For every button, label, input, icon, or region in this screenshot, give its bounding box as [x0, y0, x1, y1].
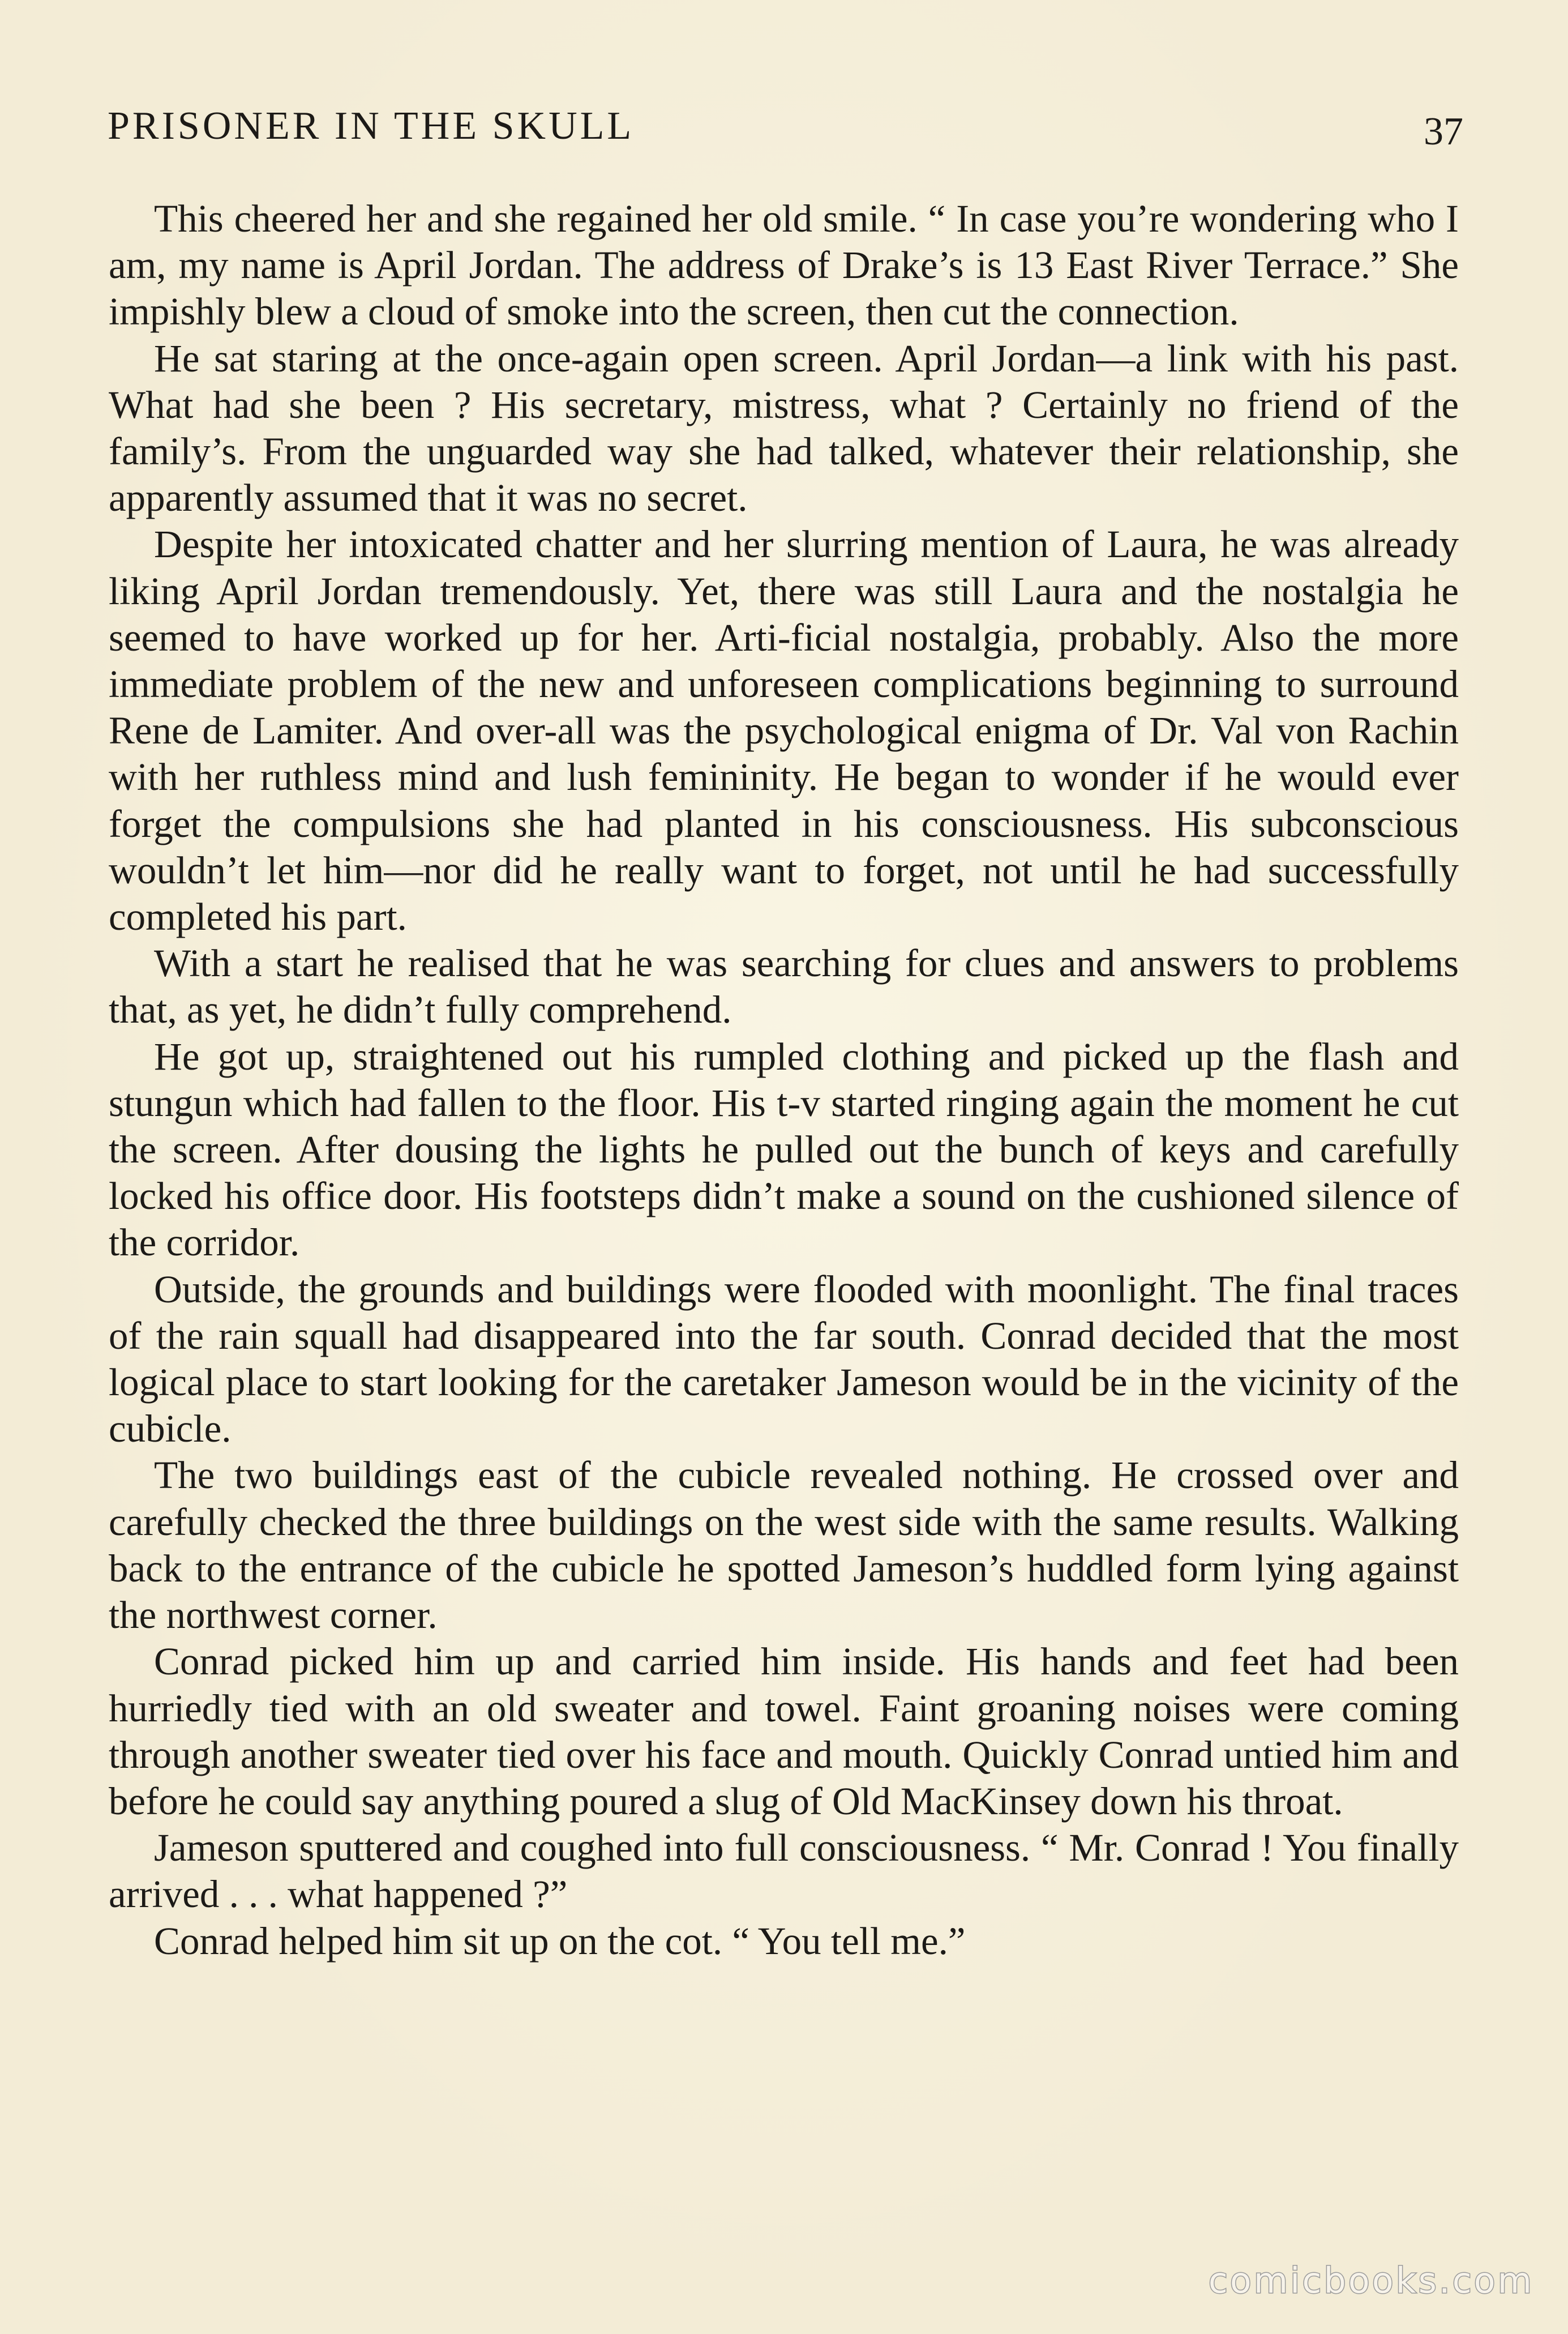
paragraph: This cheered her and she regained her old smile. “ In case you’re wondering who I am, my name is April Jordan. The address of Drake’s is 13 East River Terrace.” She impishly blew a cloud of smoke into the screen, then cut the connection.: [109, 197, 1459, 334]
running-title: PRISONER IN THE SKULL: [108, 104, 635, 148]
paragraph: He sat staring at the once-again open screen. April Jordan—a link with his past. What had she been ? His secretary, mistress, what ? Certainly no friend of the family’s. From the unguarded way she had talked, whatever their relationship, she apparently assumed that it was no secret.: [109, 336, 1459, 520]
watermark: comicbooks.com: [1208, 2260, 1534, 2301]
paragraph: Conrad helped him sit up on the cot. “ You tell me.”: [154, 1919, 966, 1963]
paragraph: Despite her intoxicated chatter and her slurring mention of Laura, he was already liking April Jordan tremendously. Yet, there was still Laura and the nostalgia he seemed to have worked up for her. Arti-ficial nostalgia, probably. Also the more immediate problem of the new and unforeseen complications beginning to surround Rene de Lamiter. And over-all was the psychological enigma of Dr. Val von Rachin with her ruthless mind and lush femininity. He began to wonder if he would ever forget the compulsions she had planted in his consciousness. His subconscious wouldn’t let him—nor did he really want to forget, not until he had successfully completed his part.: [109, 523, 1459, 939]
paragraph: The two buildings east of the cubicle revealed nothing. He crossed over and carefully checked the three buildings on the west side with the same results. Walking back to the entrance of the cubicle he spotted Jameson’s huddled form lying against the northwest corner.: [109, 1454, 1459, 1637]
paragraph: Jameson sputtered and coughed into full consciousness. “ Mr. Conrad ! You finally arrived . . . what happened ?”: [109, 1826, 1459, 1916]
paragraph: Outside, the grounds and buildings were flooded with moonlight. The final traces of the rain squall had disappeared into the far south. Conrad decided that the most logical place to start looking for the caretaker Jameson would be in the vicinity of the cubicle.: [109, 1267, 1459, 1451]
paragraph: Conrad picked him up and carried him inside. His hands and feet had been hurriedly tied with an old sweater and towel. Faint groaning noises were coming through another sweater tied over his face and mouth. Quickly Conrad untied him and before he could say anything poured a slug of Old MacKinsey down his throat.: [109, 1640, 1459, 1823]
page-number: 37: [1424, 110, 1463, 153]
running-head: [108, 101, 1463, 152]
paragraph: With a start he realised that he was searching for clues and answers to problems that, as yet, he didn’t fully comprehend.: [109, 942, 1459, 1032]
paragraph: He got up, straightened out his rumpled clothing and picked up the flash and stungun which had fallen to the floor. His t-v started ringing again the moment he cut the screen. After dousing the lights he pulled out the bunch of keys and carefully locked his office door. His footsteps didn’t make a sound on the cushioned silence of the corridor.: [109, 1035, 1459, 1264]
body-text: [109, 195, 1459, 1964]
